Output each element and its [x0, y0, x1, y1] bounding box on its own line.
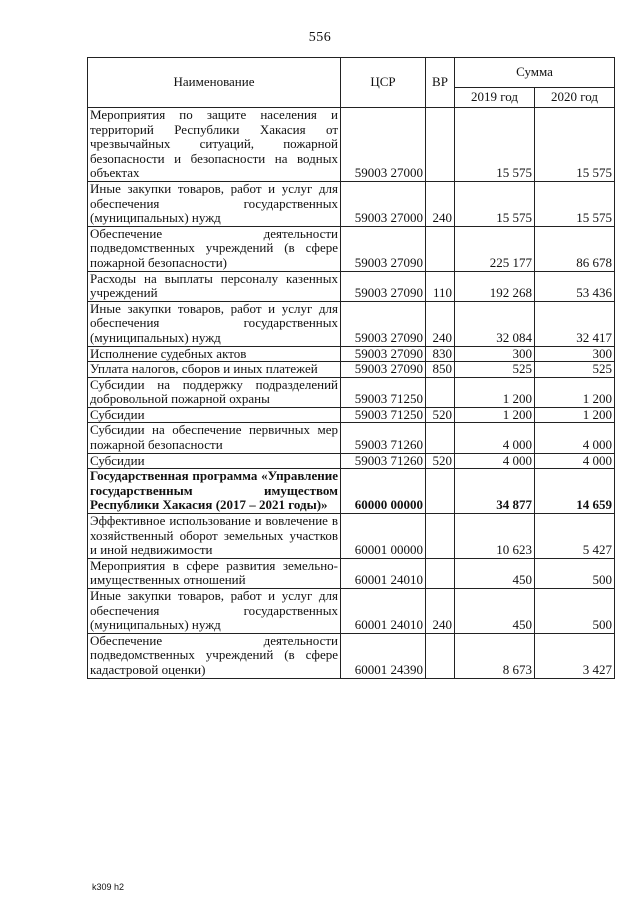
row-csr: 60001 00000: [341, 514, 426, 559]
row-amount-2019: 300: [455, 346, 535, 362]
header-name: Наименование: [88, 58, 341, 108]
row-amount-2019: 450: [455, 589, 535, 634]
row-vr: 520: [426, 407, 455, 423]
header-sum: Сумма: [455, 58, 615, 88]
row-vr: 240: [426, 589, 455, 634]
row-vr: [426, 514, 455, 559]
table-row: [88, 226, 615, 271]
row-name: Обеспечение деятельности подведомственных учреждений (в сфере пожарной безопасности): [88, 226, 341, 271]
row-vr: 850: [426, 362, 455, 378]
row-name: Обеспечение деятельности подведомственных учреждений (в сфере кадастровой оценки): [88, 633, 341, 678]
row-csr: 59003 27090: [341, 346, 426, 362]
row-amount-2019: 1 200: [455, 377, 535, 407]
table-row: [88, 377, 615, 407]
row-amount-2020: 32 417: [535, 301, 615, 346]
row-name: Иные закупки товаров, работ и услуг для обеспечения государственных (муниципальных) нужд: [88, 301, 341, 346]
table-row: [88, 108, 615, 182]
row-vr: 830: [426, 346, 455, 362]
row-csr: 60001 24010: [341, 558, 426, 588]
row-amount-2019: 225 177: [455, 226, 535, 271]
row-amount-2019: 34 877: [455, 469, 535, 514]
row-amount-2019: 525: [455, 362, 535, 378]
row-vr: [426, 423, 455, 453]
header-csr: ЦСР: [341, 58, 426, 108]
row-vr: [426, 377, 455, 407]
row-amount-2019: 10 623: [455, 514, 535, 559]
header-vr: ВР: [426, 58, 455, 108]
row-name: Мероприятия по защите населения и территорий Республики Хакасия от чрезвычайных ситуаций, пожарной безопасности и безопасности на водных объектах: [88, 108, 341, 182]
table-row: [88, 469, 615, 514]
row-vr: [426, 226, 455, 271]
row-name: Уплата налогов, сборов и иных платежей: [88, 362, 341, 378]
footer-code: k309 h2: [92, 882, 125, 892]
row-vr: 240: [426, 181, 455, 226]
row-amount-2019: 192 268: [455, 271, 535, 301]
row-csr: 60001 24390: [341, 633, 426, 678]
row-amount-2019: 1 200: [455, 407, 535, 423]
row-vr: [426, 108, 455, 182]
row-name: Субсидии: [88, 453, 341, 469]
table-row: [88, 346, 615, 362]
row-vr: [426, 633, 455, 678]
table-row: [88, 453, 615, 469]
row-amount-2020: 300: [535, 346, 615, 362]
table-row: [88, 271, 615, 301]
row-amount-2020: 4 000: [535, 423, 615, 453]
row-name: Эффективное использование и вовлечение в хозяйственный оборот земельных участков и иной недвижимости: [88, 514, 341, 559]
row-csr: 59003 71260: [341, 423, 426, 453]
row-csr: 59003 27000: [341, 181, 426, 226]
table-row: [88, 514, 615, 559]
row-amount-2019: 4 000: [455, 423, 535, 453]
row-amount-2020: 525: [535, 362, 615, 378]
row-name: Исполнение судебных актов: [88, 346, 341, 362]
row-vr: 520: [426, 453, 455, 469]
row-amount-2020: 53 436: [535, 271, 615, 301]
table-row: [88, 301, 615, 346]
row-amount-2020: 500: [535, 558, 615, 588]
page-number: 556: [308, 30, 332, 45]
row-vr: 110: [426, 271, 455, 301]
row-amount-2020: 15 575: [535, 108, 615, 182]
header-year-2019: 2019 год: [455, 88, 535, 108]
row-name: Субсидии на поддержку подразделений добровольной пожарной охраны: [88, 377, 341, 407]
table-row: [88, 558, 615, 588]
table-row: [88, 181, 615, 226]
header-year-2020: 2020 год: [535, 88, 615, 108]
table-row: [88, 589, 615, 634]
row-name: Субсидии: [88, 407, 341, 423]
row-amount-2019: 15 575: [455, 108, 535, 182]
row-amount-2019: 4 000: [455, 453, 535, 469]
row-name: Иные закупки товаров, работ и услуг для обеспечения государственных (муниципальных) нужд: [88, 589, 341, 634]
row-csr: 59003 71250: [341, 407, 426, 423]
row-name: Мероприятия в сфере развития земельно-имущественных отношений: [88, 558, 341, 588]
row-vr: [426, 558, 455, 588]
row-amount-2020: 4 000: [535, 453, 615, 469]
table-row: [88, 633, 615, 678]
table-row: [88, 362, 615, 378]
budget-table: [87, 57, 615, 679]
row-amount-2019: 15 575: [455, 181, 535, 226]
row-csr: 59003 71250: [341, 377, 426, 407]
row-name: Иные закупки товаров, работ и услуг для обеспечения государственных (муниципальных) нужд: [88, 181, 341, 226]
row-amount-2019: 450: [455, 558, 535, 588]
row-vr: [426, 469, 455, 514]
row-amount-2020: 15 575: [535, 181, 615, 226]
row-csr: 59003 71260: [341, 453, 426, 469]
row-csr: 59003 27090: [341, 226, 426, 271]
row-amount-2019: 8 673: [455, 633, 535, 678]
row-amount-2020: 14 659: [535, 469, 615, 514]
row-amount-2020: 5 427: [535, 514, 615, 559]
row-csr: 59003 27090: [341, 271, 426, 301]
row-csr: 60001 24010: [341, 589, 426, 634]
row-csr: 59003 27090: [341, 301, 426, 346]
row-name: Расходы на выплаты персоналу казенных учреждений: [88, 271, 341, 301]
table-body: [88, 108, 615, 679]
row-amount-2019: 32 084: [455, 301, 535, 346]
row-amount-2020: 86 678: [535, 226, 615, 271]
row-amount-2020: 3 427: [535, 633, 615, 678]
row-name: Субсидии на обеспечение первичных мер пожарной безопасности: [88, 423, 341, 453]
row-vr: 240: [426, 301, 455, 346]
row-amount-2020: 1 200: [535, 377, 615, 407]
row-csr: 59003 27090: [341, 362, 426, 378]
row-amount-2020: 1 200: [535, 407, 615, 423]
row-csr: 59003 27000: [341, 108, 426, 182]
table-row: [88, 407, 615, 423]
row-name: Государственная программа «Управление государственным имуществом Республики Хакасия (2017 – 2021 годы)»: [88, 469, 341, 514]
row-csr: 60000 00000: [341, 469, 426, 514]
row-amount-2020: 500: [535, 589, 615, 634]
table-row: [88, 423, 615, 453]
